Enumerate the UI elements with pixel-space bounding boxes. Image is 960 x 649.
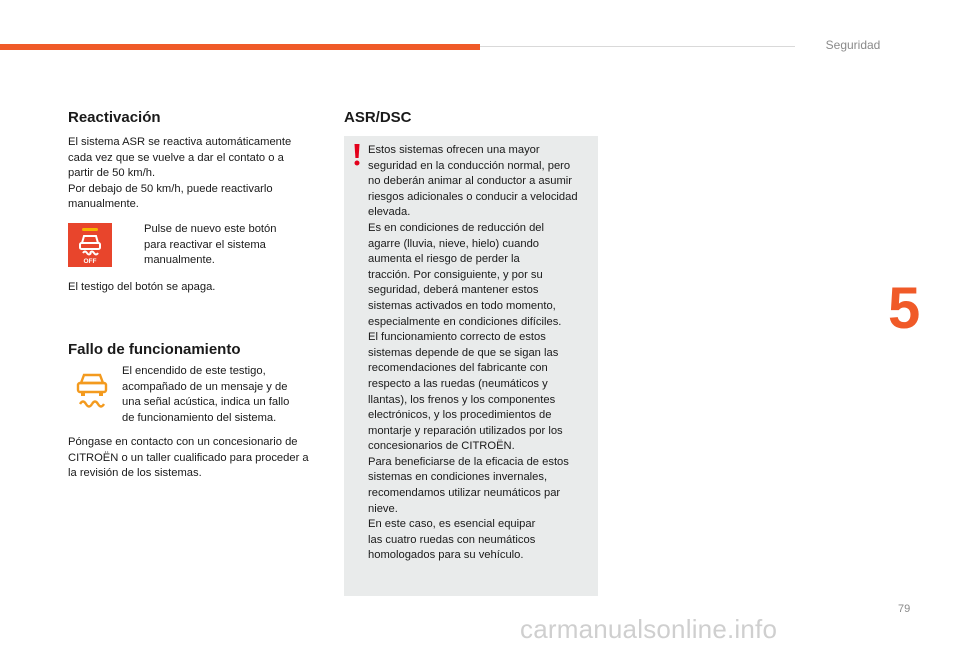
malfunction-contact-text [68,435,309,482]
asr-dsc-line: agarre (lluvia, nieve, hielo) cuando [368,237,540,250]
reactivation-intro-line: partir de 50 km/h. [68,167,156,180]
asr-dsc-line: concesionarios de CITROËN. [368,440,515,453]
asr-dsc-warning-box [344,136,598,596]
asr-dsc-line: especialmente en condiciones difíciles. [368,315,562,328]
asr-dsc-line: aumenta el riesgo de perder la [368,253,520,266]
reactivation-intro [68,135,291,213]
asr-dsc-line: nieve. [368,502,398,515]
asr-dsc-line: recomendamos utilizar neumáticos par [368,487,561,500]
asr-dsc-line: no deberán animar al conductor a asumir [368,175,572,188]
asr-dsc-line: El funcionamiento correcto de estos [368,331,546,344]
malfunction-line: El encendido de este testigo, [122,365,266,377]
asr-dsc-line: electrónicos, y los procedimientos de [368,409,552,422]
header-accent-bar [0,44,480,50]
malfunction-title: Fallo de funcionamiento [68,341,241,358]
asr-off-label: OFF [83,258,97,265]
watermark: carmanualsonline.info [520,614,778,644]
asr-dsc-line: las cuatro ruedas con neumáticos [368,533,536,546]
asr-dsc-title: ASR/DSC [344,109,412,126]
bullet-line: Pulse de nuevo este botón [144,223,277,235]
asr-dsc-line: Para beneficiarse de la eficacia de estos [368,455,569,468]
skid-warning-icon [74,369,110,409]
header-divider [480,46,795,47]
exclamation-icon [353,144,361,166]
asr-dsc-line: recomendaciones del fabricante con [368,362,548,375]
chapter-number: 5 [888,276,921,341]
bullet-line: para reactivar el sistema [144,238,266,251]
reactivation-title: Reactivación [68,109,161,126]
asr-dsc-text [368,143,578,564]
asr-dsc-line: seguridad en la conducción normal, pero [368,159,571,172]
asr-dsc-line: seguridad, deberá mantener estos [368,284,539,297]
malfunction-line: acompañado de un mensaje y de [122,380,288,393]
asr-dsc-line: riesgos adicionales o conducir a velocidad [368,190,578,203]
reactivation-intro-line: manualmente. [68,198,139,211]
reactivation-intro-line: cada vez que se vuelve a dar el contato o a [68,151,284,164]
reactivation-intro-line: Por debajo de 50 km/h, puede reactivarlo [68,182,273,195]
asr-dsc-line: sistemas depende de que se sigan las [368,346,559,359]
malfunction-line: de funcionamiento del sistema. [122,411,277,424]
reactivation-outro-line: El testigo del botón se apaga. [68,281,216,293]
reactivation-intro-line: El sistema ASR se reactiva automáticamente [68,136,292,148]
asr-dsc-line: Es en condiciones de reducción del [368,221,545,234]
asr-dsc-line: elevada. [368,206,411,219]
contact-line: la revisión de los sistemas. [68,467,202,480]
reactivation-outro [68,280,215,296]
asr-dsc-line: homologados para su vehículo. [368,549,524,562]
malfunction-icon-text [122,364,289,426]
section-label: Seguridad [825,38,881,52]
contact-line: CITROËN o un taller cualificado para proceder a [68,451,309,464]
asr-dsc-line: llantas), los frenos y los componentes [368,393,556,406]
reactivation-bullet-text [144,222,277,269]
malfunction-line: una señal acústica, indica un fallo [122,396,290,409]
asr-dsc-line: sistemas activados en todo momento, [368,299,556,312]
asr-dsc-line: sistemas en condiciones invernales, [368,471,548,484]
bullet-line: manualmente. [144,254,215,267]
asr-dsc-line: montarje y reparación utilizados por los [368,424,563,437]
asr-dsc-line: tracción. Por consiguiente, y por su [368,268,543,281]
asr-off-button-icon [68,223,112,267]
page-number: 79 [898,603,911,615]
asr-dsc-line: En este caso, es esencial equipar [368,518,536,531]
asr-dsc-line: Estos sistemas ofrecen una mayor [368,144,540,156]
asr-dsc-line: respecto a las ruedas (neumáticos y [368,377,548,390]
contact-line: Póngase en contacto con un concesionario de [68,436,298,448]
